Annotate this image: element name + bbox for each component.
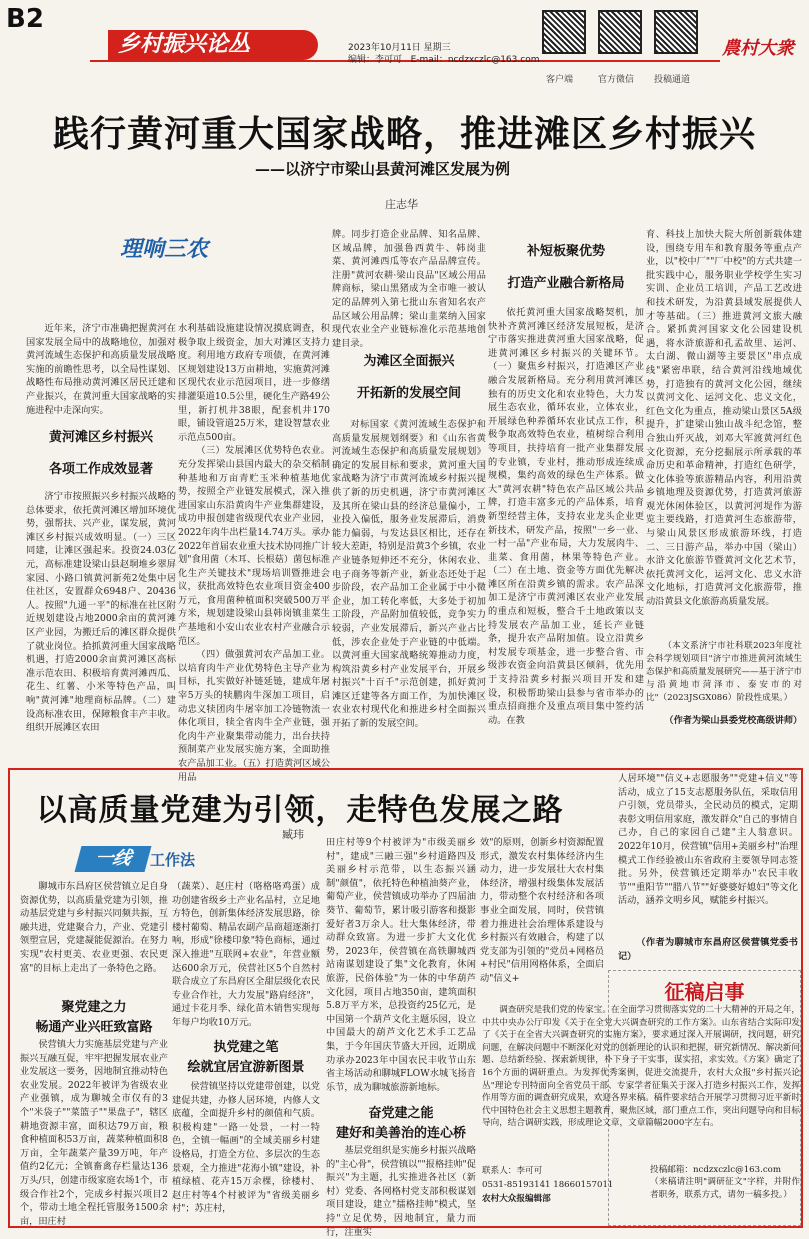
notice-body: 调查研究是我们党的传家宝。在全面学习贯彻落实党的二十大精神的开局之年，中共中央办公厅印发《关于在全党大兴调查研究的工作方案》。山东省结合实际印发了《关于在全省大兴调查研究的实施方案》，要求通过深入开展调研，找问题，研究问题，在解决问题中不断深化对党的创新理论的认识和把握，研究新情况、解决新问题、总结新经验、探索新规律，朴下身子干实事，谋实招，求实效。《方案》确定了16个方面的调研重点。为发挥优秀案例，促进交流提升，农村大众报"乡村振兴论丛"理论专刊特面向全省党员干部、专家学者征集关于深入打造乡村振兴工作，发挥作用等方面的调查研究成果，欢迎各界来稿。稿件要求结合开展学习贯彻习近平新时代中国特色社会主义思想主题教育，聚焦区域，部门重点工作，突出问题导向和目标导向，结合调研实践，形成理论文章，文章篇幅2000字左右。 bbox=[482, 1005, 800, 1129]
qr-code-submission-icon[interactable] bbox=[654, 10, 698, 54]
section-logo-lixiang: 理响三农 bbox=[120, 237, 209, 262]
notice-remark: （来稿请注明"调研征文"字样，并附作者职务，联系方式，请勿一稿多投。） bbox=[650, 1177, 800, 1200]
article2-col1-body1: 聊城市东昌府区侯营镇立足自身资源优势，以高质量党建为引领，推动基层党建与乡村振兴同频共振，互融共进，党建聚合力，产业、党建引领塑宣居，党建凝能促源治。在努力实现"农村更美、农业更强、农民更富"的目标上走出了一条特色之路。 bbox=[20, 881, 168, 974]
article1-col4-body: 依托黄河重大国家战略契机，加快补齐黄河滩区经济发展短板，是济宁市落实推进黄河重大国家战略，促进黄河滩区乡村振兴的关键环节。（一）聚焦乡村振兴，打造滩区产业融合发展新格局。充分利用黄河滩区独有的历史文化和农业特色，大力发展生态农业，循环农业，立体农业，开展绿色种养循环农业试点工作，积极争取高效特色农业，植树综合利用等项目，扶持培育一批产业集群发展的专业镇，专业村，推动形成连续成规模，集约高效的绿色生产体系。做大"黄河农耕"特色农产品区域公共品牌，打造丰富多元的产品体系，培育新型经营主体，支持农业龙头企业更新技术，研发产品，按照"一乡一业、一村一品"产业布局，大力发展肉牛、韭菜、食用菌，林果等特色产业。（二）在土地、资金等方面优先解决滩区所在沿黄乡镇的需求。农产品深加工是济宁市黄河滩区农业产业发展的重点和短板，整合千土地政策以支持发展农产品加工业，延长产业链条，提升农产品附加值。设立沿黄乡村发展专项基金，进一步整合省、市级涉农资金向沿黄县区倾斜，优先用于支持沿黄乡村振兴项目开发和建设，积极帮助梁山县参与省市举办的重点招商推介及重点项目集中签约活动。在教 bbox=[488, 307, 644, 726]
page-number: B2 bbox=[6, 4, 44, 34]
article2-col3-body2: 基层党组织是实施乡村振兴战略的"主心骨"，侯营镇以""报格挂帅"促振兴"为主题，扎实推进各社区（新村）党委、各网格村党支部积极谋划项目建设，建立"擂格挂帅"模式，坚持"立足优势，因地制宜，量力而行，注重实 bbox=[326, 1145, 476, 1238]
article1-col3-body2: 对标国家《黄河流域生态保护和高质量发展规划纲要》和《山东省黄河流域生态保护和高质量发展规划》确定的发展目标和要求，黄河重大国家战略为济宁市黄河流域乡村振兴提供了新的历史机遇，济宁市黄河滩区及其所在梁山县的经济总量偏小，工业投入偏低，服务业发展滞后，消费能力偏弱，与发达县区相比，还存在较大差距，特别是沿黄3个乡镇，农业产业链条短伸还不充分，休闲农业、电子商务等新产业，新业态还处于起步阶段，农产品加工企业属于中小微企业，加工转化率低，大多处于初加工阶段，产品附加值较低，竞争实力较弱，产业发展滞后，新兴产业占比低，涉农企业处于产业链的中低端。以黄河重大国家战略统筹推动力度，构筑沿黄乡村产业发展平台，开展乡村振兴"十百千"示范创建，抓好黄河滩区迁建等各方面工作，为加快滩区农业农村现代化和推进乡村全面振兴开拓了新的发展空间。 bbox=[332, 419, 486, 730]
article1-author-sig: （作者为梁山县委党校高级讲师） bbox=[664, 715, 803, 726]
notice-email-label: 投稿邮箱： bbox=[650, 1165, 693, 1175]
notice-title: 征稿启事 bbox=[664, 980, 745, 1004]
notice-contact-person bbox=[482, 1164, 646, 1226]
qr-code-client-icon[interactable] bbox=[542, 10, 586, 54]
article2-heading2-line1: 执党建之笔 bbox=[213, 1040, 279, 1055]
qr-caption-client: 客户端 bbox=[546, 75, 574, 85]
article2-title: 以高质量党建为引领，走特色发展之路 bbox=[36, 793, 564, 828]
article1-author: 庄志华 bbox=[385, 198, 418, 211]
article2-col2-body2: 侯营镇坚持以党建带创建，以党建促共建，办修人居环境，内修人文底蕴，全面提升乡村的颜值和气质。积极构建"一路一处景，一村一特色，全镇一幅画"的全域美丽乡村建设格局，打造全方位、多层次的生态景观，全力推进"花海小镇"建设，补植绿植、花卉15万余棵，徐楼村、赵庄村等4个村被评为"省级美丽乡村"；苏庄村， bbox=[172, 1081, 320, 1215]
article2-heading3-line1: 奋党建之能 bbox=[368, 1106, 434, 1121]
notice-phone: 0531-85193141 18660157011 bbox=[482, 1180, 614, 1190]
notice-email[interactable]: ncdzxczlc@163.com bbox=[692, 1165, 781, 1175]
notice-office: 农村大众报编辑部 bbox=[482, 1194, 551, 1204]
article1-heading3-line2: 打造产业融合新格局 bbox=[507, 276, 625, 291]
section-logo-yixian: 一线 bbox=[75, 846, 152, 872]
article1-project-note: （本文系济宁市社科联2023年度社会科学规划项目"济宁市推进黄河流域生态保护和高质量发展研究——基于济宁市与沿黄地市菏泽市、泰安市的对比"（2023JSGX086）阶段性成果。） bbox=[646, 641, 802, 703]
notice-person: 联系人：李可可 bbox=[482, 1166, 543, 1176]
article2-col1-body2: 侯营镇大力实施基层党建与产业振兴互融互促，牢牢把握发展农业产业发展这一要务，因地制宜推动特色农业发展。2022年被评为省级农业产业强镇，成为聊城全市仅有的3个"米袋子""菜篮子""果盘子"，辖区耕地资源丰富，面积达79万亩，粮食种植面积53万亩，蔬菜种植面积8万亩，全年蔬菜产量39万吨，年产值约2亿元；全镇畜禽存栏量达136万头/只，创建市级家庭农场1个，市级合作社2个，完成乡村振兴项目2个，带动土地全程托管服务1500余亩，田庄村 bbox=[20, 1039, 168, 1227]
article1-heading1-line1: 黄河滩区乡村振兴 bbox=[48, 430, 153, 445]
section-logo-gongzuofa: 工作法 bbox=[150, 851, 196, 869]
article2-col2-body1: （蔬菜）、赵庄村（咯格咯鸡蛋）成功创建省级乡土产业名品村，立足地方特色，创新集体经济发展思路，徐楼村葡萄、精品农副产品商超逐渐打响，形成"徐楼印象"特色商标，通过深入推进"互联网+农业"，年营业额达600余万元，侯营社区5个自然村联合成立了东昌府区全甜层级化农民专业合作社，大力发展"路肩经济"，通过卡花月季、绿化苗木销售实现每年每户均收10万元。 bbox=[172, 881, 320, 1028]
editor-line: 编辑：李可可 E-mail：ncdzxczlc@163.com bbox=[348, 55, 540, 65]
article1-col2: 水利基础设施建设情况摸底调查，积极争取上级资金，加大对滩区支持力度。利用地方政府专项债，在黄河滩区规划建设13万亩耕地，实施黄河滩区现代农业示范园项目，进一步修缮排灌渠道10.5公里，硬化生产路49公里，新打机井38眼，配套机井170眼，铺设管道25万米，建设智慧农业示范点500亩。 （三）发展滩区优势特色农业。充分发挥梁山县国内最大的杂交稻制种基地和万亩青贮玉米种植基地优势，按照全产业链发展模式，深入推进国家山东沿黄肉牛产业集群建设，成功申报创建省级现代农业产业园，2022年肉牛出栏量14.74万头。承办2022年首届农业重大技术协同推广计划"食用菌（木耳、长根菇）菌包标准化生产关键技术"现场培训暨推进会议，获批高效特色农业项目资金400万元，食用菌种植面积突破500万平方米，规划建设梁山县韩岗镇韭菜生产基地和小安山农业农村产业融合示范区。 （四）做强黄河农产品加工业。以培育肉牛产业优势特色主导产业为目标，扎实做好补链延链，建成年屠宰5万头的犊鹏肉牛深加工项目，启动忠义犊团肉牛屠宰加工冷链物流一体化项目，犊全省肉牛全产业链，强化肉牛产业聚集带动能力，出台扶持预制菜产业发展实施方案，全面助推农产品加工业。（五）打造黄河区域公用品 bbox=[178, 323, 331, 783]
article2-heading2-line2: 绘就宜居宜游新图景 bbox=[187, 1060, 305, 1075]
article1-heading2-line1: 为滩区全面振兴 bbox=[363, 354, 455, 369]
article2-col3-body1: 田庄村等9个村被评为"市级美丽乡村"，建成"三融三强"乡村道路四及美丽乡村示范带，以生态振兴涵制"颜值"，依托特色种植油葵产业，葡萄产业，侯营镇成功举办了四届油葵节、葡萄节，累计吸引游客和摄影爱好者3万余人。壮大集体经济，带动群众致富。为进一步扩大文化优势，2023年，侯营镇在高铁聊城西站南谋划建设了集"文化教育，休闲旅游，民俗体验"为一体的中华葫芦文化园，项目占地350亩，建筑面积5.8万平方米，总投资约25亿元，是中国第一个葫芦文化主题乐园，设立中国最大的葫芦文化艺术手工艺品集，于今年国庆节盛大开园，近期成功承办2023年中国农民丰收节山东省主场活动和聊城FLOW水城飞扬音乐节，成为聊城旅游新地标。 bbox=[326, 837, 476, 1093]
article1-heading1-line2: 各项工作成效显著 bbox=[48, 462, 153, 477]
article1-col3-body1: 牌。同步打造企业品牌、知名品牌、区域品牌，加强鲁西黄牛、韩岗韭菜、黄河滩西瓜等农产品品牌宣传。注册"黄河农耕·梁山良品"区域公用品牌商标，梁山黑猪成为全市唯一被认定的品牌列入第七批山东省知名农产品区域公用品牌；梁山韭菜纳入国家现代农业全产业链标准化示范基地创建目录。 bbox=[332, 229, 486, 349]
qr-code-wechat-icon[interactable] bbox=[598, 10, 642, 54]
qr-caption-wechat: 官方微信 bbox=[598, 75, 635, 85]
article2-author: 臧玮 bbox=[282, 828, 304, 841]
article2-author-sig: （作者为聊城市东昌府区侯营镇党委书记） bbox=[618, 937, 798, 962]
article1-heading3-line1: 补短板聚优势 bbox=[526, 244, 605, 259]
article2-heading1-line2: 畅通产业兴旺致富路 bbox=[35, 1020, 153, 1035]
article1-intro: 近年来，济宁市准确把握黄河在国家发展全局中的战略地位，加强对黄河流域生态保护和高质量发展战略实施的前瞻性思考，以全局性谋划、战略性布局推动黄河滩区居民迁建和产业振兴，在黄河重大国家战略的实施进程中走深向实。 bbox=[26, 323, 176, 416]
issue-date: 2023年10月11日 星期三 bbox=[348, 43, 451, 53]
article1-col1-body: 济宁市按照振兴乡村振兴战略的总体要求，依托黄河滩区增加环境优势，强帮扶、兴产业，谋发展，黄河滩区乡村振兴成效明显。（一）三区同建，让滩区强起来。投资24.03亿元，高标准建设梁山县赵垌堆乡翠屏家园、小路口镇黄河新苑2处集中居住社区，安置群众6948户、20436人。按照"九通一平"的标准在社区附近规划建设占地2000余亩的黄河滩区产业园，为搬迁后的滩区群众提供了就业岗位。拾抓黄河重大国家战略机遇，打造2000余亩黄河滩区高标准示范农田、积极培育黄河滩西瓜、花生、红薯、小米等特色产品，叫响"黄河滩"地理商标品牌。（二）建设高标准农田，保障粮食丰产丰收。组织开展滩区农田 bbox=[26, 491, 176, 734]
article1-heading2-line2: 开拓新的发展空间 bbox=[356, 386, 461, 401]
article1-subtitle: ——以济宁市梁山县黄河滩区发展为例 bbox=[255, 160, 511, 178]
column-title: 乡村振兴论丛 bbox=[118, 32, 251, 57]
article2-heading1-line1: 聚党建之力 bbox=[61, 1000, 127, 1015]
qr-caption-submission: 投稿通道 bbox=[654, 75, 691, 85]
article1-title: 践行黄河重大国家战略，推进滩区乡村振兴 bbox=[52, 114, 756, 155]
article2-col5-body: 人居环境""信义+志愿服务""党建+信义"等活动，成立了15支志愿服务队伍，采取信用户引领，党员带头，全民动员的模式，定期表彰文明信用家庭，激发群众"自己的事情自己办，自己的家园自己建"主人翁意识。2022年10月，侯营镇"信用+美丽乡村"治理模式工作经验被山东省政府主要领导同志签批。另外，侯营镇还定期举办"农民丰收节""重阳节""腊八节""好婆婆好媳妇"等文化活动，涵养文明乡风，赋能乡村振兴。 bbox=[618, 773, 798, 907]
notice-contact bbox=[650, 1164, 800, 1226]
article1-col5-body: 育、科技上加快大院大所创新载体建设，围绕专用车和教育服务等重点产业，以"校中厂""厂中校"的方式共建一批实践中心，服务职业学校学生实习实训、企业员工培训，产品工艺改进和技术研发，为沿黄县域发展提供人才等基础。（三）推进黄河文旅大融合。紧抓黄河国家文化公园建设机遇，将水浒旅游和孔孟故里、运河、太白湖、微山湖等主要景区"串点成线"紧密串联，结合黄河沿线地域优势，打造独有的黄河文化公园，继续以黄河文化、运河文化、忠义文化，红色文化为重点，推动梁山景区5A级提升，扩建梁山独山战斗纪念馆，整合独山歼灭战，刘邓大军渡黄河红色文化资源，充分挖掘展示所承载的革命历史和革命精神，打造红色研学，文化体验等旅游精品内容，利用沿黄乡镇地理及资源优势，打造黄河旅游观光休闲体验区，以黄河河堤作为游览主要线路，打造黄河生态旅游带，与梁山风景区形成旅游环线，打造二、三日游产品，举办中国（梁山）水浒文化旅游节暨黄河文化艺术节，依托黄河文化，运河文化、忠义水浒文化地标，打造黄河文化旅游带，推动沿黄县文化旅游高质量发展。 bbox=[646, 229, 802, 608]
article2-heading3-line2: 建好和美善治的连心桥 bbox=[335, 1126, 466, 1141]
article2-col4-body: 效"的原则，创新乡村资源配置形式，激发农村集体经济内生动力，进一步发展壮大农村集体经济，增强村级集体发展活力，带动整个农村经济和各项事业全面发展，同时，侯营镇着力推进社会治理体系建设与乡村振兴有效融合，构建了以党支部为引领的"党员+网格员+村民"信用网格体系，全面启动"信义+ bbox=[480, 837, 604, 984]
newspaper-logo: 農村大衆 bbox=[722, 38, 794, 59]
